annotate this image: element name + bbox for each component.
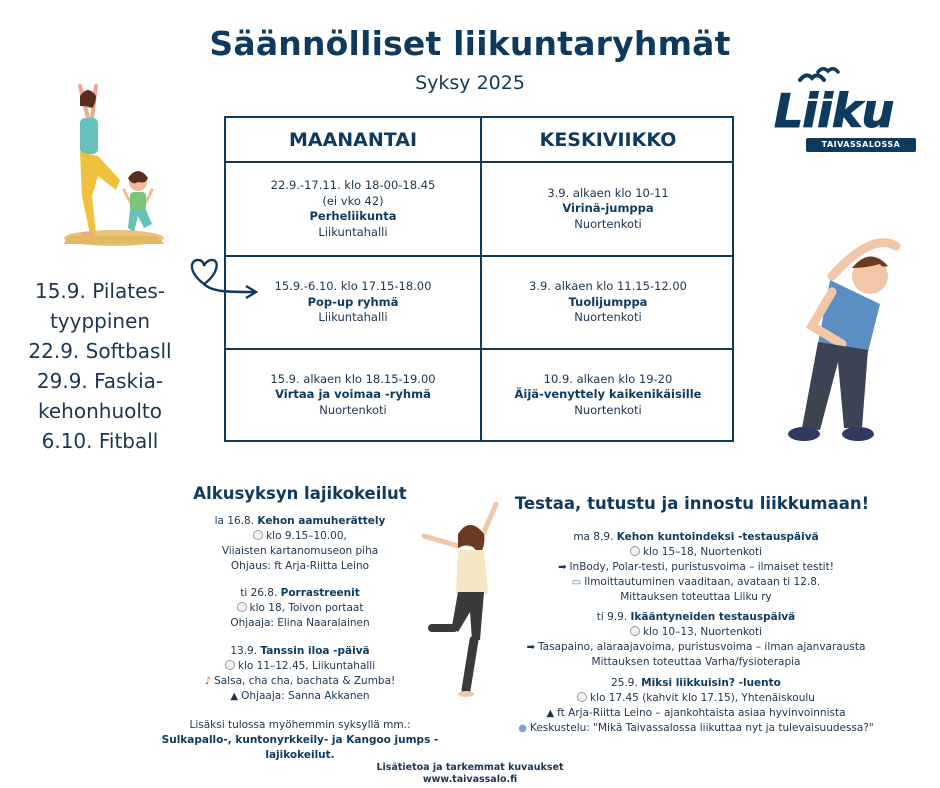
test-organizer: Mittauksen toteuttaa Varha/fysioterapia — [591, 656, 801, 668]
footer-info: Lisätietoa ja tarkemmat kuvaukset — [376, 762, 564, 773]
list-item: 6.10. Fitball — [41, 429, 159, 453]
cell-time: 22.9.-17.11. klo 18-00-18.45 — [270, 178, 436, 192]
more-trials-note — [130, 718, 470, 763]
logo-wordmark: Liiku — [774, 84, 894, 138]
trial-name: Tanssin iloa -päivä — [260, 645, 370, 657]
cell-time: 15.9.-6.10. klo 17.15-18.00 — [274, 279, 432, 294]
table-cell — [226, 350, 480, 440]
list-item: 29.9. Faskia- — [36, 369, 164, 393]
cell-time: 10.9. alkaen klo 19-20 — [543, 371, 673, 386]
cell-activity: Perheliikunta — [309, 209, 397, 223]
test-registration: Ilmoittautuminen vaaditaan, avataan ti 12.8. — [584, 576, 821, 588]
clock-icon — [630, 626, 640, 636]
list-item: 15.9. Pilates- — [34, 279, 166, 303]
test-date: ma 8.9. — [573, 531, 614, 543]
cell-place: Liikuntahalli — [318, 310, 388, 325]
stretching-man-illustration — [772, 232, 908, 446]
test-time: klo 17.45 (kahvit klo 17.15), Yhtenäiskoulu — [590, 692, 815, 704]
clock-icon — [237, 602, 247, 612]
trials-title: Alkusyksyn lajikokeilut — [193, 484, 407, 503]
schedule-table — [224, 116, 734, 442]
arrow-right-icon: ➡ — [526, 642, 535, 653]
trial-item — [150, 586, 450, 631]
speech-bubble-icon: ● — [518, 723, 527, 734]
trial-name: Porrastreenit — [280, 587, 360, 599]
test-time: klo 15–18, Nuortenkoti — [642, 546, 763, 558]
test-name: Ikääntyneiden testauspäivä — [630, 611, 796, 623]
cell-time: 15.9. alkaen klo 18.15-19.00 — [270, 371, 436, 386]
list-item: kehonhuolto — [38, 399, 162, 423]
trial-date: ti 26.8. — [240, 587, 278, 599]
table-cell — [226, 257, 480, 348]
trial-dances: Salsa, cha cha, bachata & Zumba! — [214, 675, 396, 687]
liiku-logo — [770, 62, 930, 162]
popup-dates-list — [10, 276, 190, 456]
footer-link[interactable]: www.taivassalo.fi — [422, 774, 518, 785]
footer — [0, 762, 940, 786]
test-item — [496, 610, 896, 670]
trial-instructor: Ohjaus: ft Arja-Riitta Leino — [230, 560, 370, 572]
cell-activity: Pop-up ryhmä — [307, 294, 399, 309]
cell-note: (ei vko 42) — [322, 193, 384, 208]
test-discussion: Keskustelu: "Mikä Taivassalossa liikuttaa nyt ja tulevaisuudessa?" — [529, 722, 874, 734]
test-detail: InBody, Polar-testi, puristusvoima – ilmaiset testit! — [569, 561, 834, 573]
table-cell — [226, 163, 480, 255]
yoga-family-illustration — [58, 78, 174, 250]
test-time: klo 10–13, Nuortenkoti — [642, 626, 763, 638]
list-item: tyyppinen — [49, 309, 151, 333]
cell-place: Nuortenkoti — [319, 402, 387, 417]
arrow-right-icon: ➡ — [558, 562, 567, 573]
clock-icon — [253, 530, 263, 540]
trial-date: 13.9. — [230, 645, 258, 657]
trial-time: klo 18, Toivon portaat — [249, 602, 364, 614]
cell-activity: Äijä-venyttely kaikenikäisille — [514, 387, 702, 402]
clock-icon — [577, 692, 587, 702]
clock-icon — [630, 546, 640, 556]
graduation-cap-icon: ▲ — [546, 708, 555, 719]
laptop-icon: ▭ — [571, 577, 582, 588]
test-item — [496, 676, 896, 736]
more-trials-list: Sulkapallo-, kuntonyrkkeily- ja Kangoo jumps -lajikokeilut. — [161, 734, 439, 761]
trial-place: Viiaisten kartanomuseon piha — [221, 545, 379, 557]
trial-item — [150, 514, 450, 574]
cell-activity: Virinä-jumppa — [562, 201, 654, 216]
test-name: Miksi liikkuisin? -luento — [641, 677, 781, 689]
test-item — [496, 530, 896, 605]
trial-item — [150, 644, 450, 704]
page-subtitle: Syksy 2025 — [415, 72, 525, 94]
cell-time: 3.9. alkaen klo 11.15-12.00 — [529, 279, 687, 294]
test-date: 25.9. — [611, 677, 638, 689]
cell-place: Liikuntahalli — [318, 224, 388, 239]
column-header-wednesday: KESKIVIIKKO — [539, 129, 677, 151]
test-name: Kehon kuntoindeksi -testauspäivä — [616, 531, 819, 543]
cell-place: Nuortenkoti — [574, 402, 642, 417]
trial-instructor: Ohjaaja: Sanna Akkanen — [241, 690, 370, 702]
table-cell — [482, 350, 734, 440]
test-speaker: ft Arja-Riitta Leino – ajankohtaista asiaa hyvinvoinnista — [557, 707, 846, 719]
trial-name: Kehon aamuherättely — [257, 515, 386, 527]
tests-title: Testaa, tutustu ja innostu liikkumaan! — [514, 494, 870, 513]
clock-icon — [225, 660, 235, 670]
logo-tagline: TAIVASSALOSSA — [821, 140, 901, 149]
trial-time: klo 11–12.45, Liikuntahalli — [237, 660, 376, 672]
cell-place: Nuortenkoti — [574, 216, 642, 231]
graduation-cap-icon: ▲ — [230, 691, 239, 702]
test-organizer: Mittauksen toteuttaa Liiku ry — [620, 591, 772, 603]
cell-time: 3.9. alkaen klo 10-11 — [547, 185, 669, 200]
list-item: 22.9. Softbasll — [28, 339, 172, 363]
trial-time: klo 9.15–10.00, — [266, 530, 347, 542]
cell-activity: Virtaa ja voimaa -ryhmä — [275, 387, 431, 402]
more-trials-intro: Lisäksi tulossa myöhemmin syksyllä mm.: — [189, 719, 411, 731]
cell-place: Nuortenkoti — [574, 310, 642, 325]
table-cell — [482, 163, 734, 255]
trial-instructor: Ohjaaja: Elina Naaralainen — [230, 617, 370, 629]
test-detail: Tasapaino, alaraajavoima, puristusvoima – ilman ajanvarausta — [537, 641, 866, 653]
table-cell — [482, 257, 734, 348]
column-header-monday: MAANANTAI — [288, 129, 418, 151]
page-title: Säännölliset liikuntaryhmät — [209, 24, 731, 63]
dancer-icon: ♪ — [204, 676, 212, 687]
trial-date: la 16.8. — [214, 515, 255, 527]
cell-activity: Tuolijumppa — [568, 294, 648, 309]
test-date: ti 9.9. — [596, 611, 628, 623]
